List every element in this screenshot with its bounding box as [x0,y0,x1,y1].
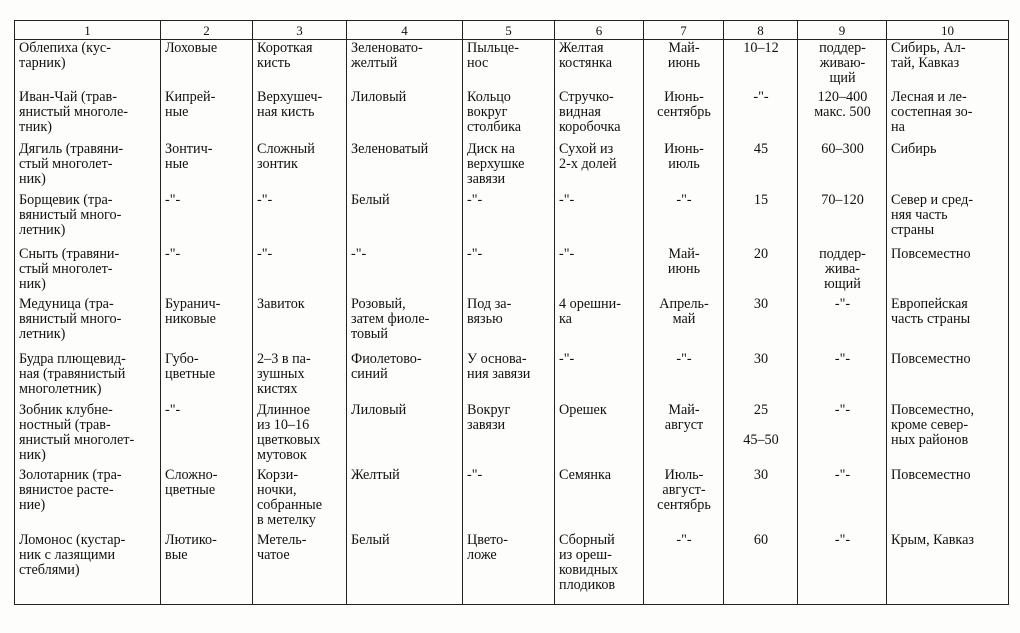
flower-color-cell [347,532,463,604]
honey-productivity-cell [798,40,887,89]
cell-text: Розовый, затем фиоле- товый [351,296,430,343]
cell-text: 4 орешни- ка [559,296,621,328]
cell-text: Лесная и ле- состепная зо- на [891,88,973,135]
cell-text: Дягиль (травяни- стый многолет- ник) [19,141,124,187]
distribution-cell [887,351,1009,402]
plant-name-cell [15,532,161,604]
nectar-location-cell [463,351,555,402]
plant-name-cell [15,467,161,532]
cell-text: -"- [351,246,367,263]
bloom-days-cell [724,192,798,246]
distribution-cell [887,402,1009,467]
nectar-location-cell [463,246,555,296]
bloom-days-cell [724,89,798,141]
cell-text: Метель- чатое [257,532,307,564]
table-row [15,532,1009,604]
cell-text: -"- [559,192,575,209]
cell-text: Сухой из 2-х долей [559,141,617,172]
cell-text: 45 [753,141,769,157]
cell-text: Буранич- никовые [165,296,221,328]
family-cell [161,402,253,467]
family-cell [161,246,253,296]
fruit-cell [555,402,644,467]
cell-text: -"- [467,192,483,209]
bloom-period-cell [644,467,724,532]
cell-text: Европейская часть страны [891,296,971,328]
honey-productivity-cell [798,532,887,604]
cell-text: Верхушеч- ная кисть [257,88,323,120]
cell-text: Зеленоватый [351,141,429,157]
cell-text: -"- [559,246,575,263]
cell-text: Май- август [664,402,704,434]
cell-text: 2–3 в па- зушных кистях [257,351,311,398]
cell-text: Корзи- ночки, собранные в метелку [257,467,323,529]
honey-productivity-cell [798,402,887,467]
cell-text: Иван-Чай (трав- янистый многоле- тник) [19,88,129,135]
family-cell [161,192,253,246]
cell-text: Белый [351,192,390,209]
cell-text: Крым, Кавказ [891,532,975,549]
cell-text: -"- [834,532,851,549]
cell-text: У основа- ния завязи [467,351,531,383]
cell-text: Кольцо вокруг столбика [467,88,522,135]
cell-text: Июнь- сентябрь [657,88,711,120]
cell-text: Завиток [257,296,305,313]
cell-text: Короткая кисть [257,40,313,71]
cell-text: Семянка [559,467,612,484]
bloom-period-cell [644,89,724,141]
cell-text: 60 [753,532,769,549]
flower-color-cell [347,89,463,141]
cell-text: Ломонос (кустар- ник с лазящими стеблями) [19,532,126,579]
nectar-location-cell [463,296,555,351]
fruit-cell [555,40,644,89]
bloom-period-cell [644,351,724,402]
cell-text: Повсеместно [891,467,971,484]
inflorescence-cell [253,192,347,246]
plant-name-cell [15,296,161,351]
column-header-8: 8 [724,21,798,40]
inflorescence-cell [253,532,347,604]
column-header-1: 1 [15,21,161,40]
fruit-cell [555,351,644,402]
bloom-days-cell [724,351,798,402]
bloom-days-cell [724,141,798,192]
header-row [15,21,1009,40]
cell-text: Сложно- цветные [165,467,218,499]
table-row [15,246,1009,296]
flower-color-cell [347,141,463,192]
cell-text: Диск на верхушке завязи [467,141,525,187]
inflorescence-cell [253,402,347,467]
table-row [15,40,1009,89]
honey-productivity-cell [798,246,887,296]
inflorescence-cell [253,467,347,532]
flower-color-cell [347,40,463,89]
cell-text: 30 [753,296,769,313]
cell-text: Май- июнь [667,246,701,278]
fruit-cell [555,467,644,532]
honey-productivity-cell [798,296,887,351]
cell-text: Сибирь [891,141,937,157]
cell-text: -"- [165,402,181,419]
bloom-period-cell [644,296,724,351]
distribution-cell [887,246,1009,296]
cell-text: 120–400 макс. 500 [814,88,871,120]
cell-text: поддер- живаю- щий [819,40,866,86]
cell-text: -"- [467,246,483,263]
honey-productivity-cell [798,467,887,532]
cell-text: Вокруг завязи [467,402,511,434]
table-row [15,296,1009,351]
fruit-cell [555,296,644,351]
honey-productivity-cell [798,192,887,246]
cell-text: Под за- вязью [467,296,512,328]
distribution-cell [887,89,1009,141]
table-row [15,467,1009,532]
honey-productivity-cell [798,89,887,141]
cell-text: 70–120 [821,192,864,209]
bloom-period-cell [644,40,724,89]
cell-text: Стручко- видная коробочка [559,88,621,135]
bloom-days-cell [724,40,798,89]
plant-name-cell [15,141,161,192]
inflorescence-cell [253,246,347,296]
family-cell [161,141,253,192]
fruit-cell [555,141,644,192]
bloom-period-cell [644,402,724,467]
cell-text: Июль- август- сентябрь [657,467,711,514]
bloom-days-cell [724,296,798,351]
cell-text: Повсеместно [891,351,971,368]
column-header-4: 4 [347,21,463,40]
flower-color-cell [347,351,463,402]
cell-text: -"- [676,532,692,549]
fruit-cell [555,89,644,141]
nectar-location-cell [463,141,555,192]
cell-text: Золотарник (тра- вянистое расте- ние) [19,467,122,514]
cell-text: 25 45–50 [743,402,779,449]
cell-text: Лиловый [351,88,407,105]
plant-name-cell [15,192,161,246]
nectar-location-cell [463,467,555,532]
cell-text: Май- июнь [667,40,701,71]
family-cell [161,89,253,141]
cell-text: Зонтич- ные [165,141,213,172]
nectar-location-cell [463,402,555,467]
cell-text: -"- [834,467,851,484]
plant-name-cell [15,40,161,89]
fruit-cell [555,192,644,246]
bloom-period-cell [644,192,724,246]
cell-text: -"- [753,88,769,105]
cell-text: Желтая костянка [559,40,613,71]
nectar-location-cell [463,40,555,89]
column-header-9: 9 [798,21,887,40]
cell-text: Будра плющевид- ная (травянистый многолетник) [19,351,126,398]
cell-text: Лютико- вые [165,532,217,564]
plant-name-cell [15,402,161,467]
inflorescence-cell [253,141,347,192]
fruit-cell [555,532,644,604]
bloom-days-cell [724,246,798,296]
column-header-7: 7 [644,21,724,40]
distribution-cell [887,296,1009,351]
cell-text: Облепиха (кус- тарник) [19,40,111,71]
bloom-period-cell [644,246,724,296]
cell-text: поддер- жива- ющий [819,246,866,293]
flower-color-cell [347,192,463,246]
distribution-cell [887,467,1009,532]
family-cell [161,351,253,402]
plant-name-cell [15,246,161,296]
inflorescence-cell [253,40,347,89]
table-body [15,40,1009,605]
column-header-2: 2 [161,21,253,40]
distribution-cell [887,532,1009,604]
cell-text: Лиловый [351,402,407,419]
nectar-location-cell [463,89,555,141]
inflorescence-cell [253,89,347,141]
cell-text: Желтый [351,467,400,484]
cell-text: 20 [753,246,769,263]
honey-productivity-cell [798,351,887,402]
column-header-5: 5 [463,21,555,40]
distribution-cell [887,40,1009,89]
table-row [15,89,1009,141]
cell-text: Лоховые [165,40,218,56]
nectar-location-cell [463,532,555,604]
inflorescence-cell [253,351,347,402]
cell-text: Губо- цветные [165,351,216,383]
inflorescence-cell [253,296,347,351]
family-cell [161,40,253,89]
honey-plants-table [14,20,1009,605]
cell-text: Зобник клубне- ностный (трав- янистый многолет- ник) [19,402,135,464]
column-header-6: 6 [555,21,644,40]
cell-text: -"- [257,192,273,209]
cell-text: Повсеместно [891,246,971,263]
table-row [15,141,1009,192]
cell-text: -"- [257,246,273,263]
cell-text: 10–12 [743,40,779,56]
table-row [15,402,1009,467]
cell-text: Пыльце- нос [467,40,519,71]
cell-text: -"- [834,402,851,419]
plant-name-cell [15,351,161,402]
cell-text: Борщевик (тра- вянистый много- летник) [19,192,122,239]
cell-text: Сложный зонтик [257,141,315,172]
flower-color-cell [347,246,463,296]
cell-text: Кипрей- ные [165,88,216,120]
bloom-days-cell [724,402,798,467]
bloom-period-cell [644,141,724,192]
cell-text: Сныть (травяни- стый многолет- ник) [19,246,120,293]
flower-color-cell [347,467,463,532]
bloom-days-cell [724,532,798,604]
flower-color-cell [347,296,463,351]
distribution-cell [887,141,1009,192]
distribution-cell [887,192,1009,246]
cell-text: 60–300 [821,141,864,157]
cell-text: Орешек [559,402,607,419]
cell-text: Апрель- май [659,296,709,328]
cell-text: Сборный из ореш- ковидных плодиков [559,532,618,594]
cell-text: -"- [559,351,575,368]
cell-text: 30 [753,467,769,484]
family-cell [161,296,253,351]
column-header-10: 10 [887,21,1009,40]
cell-text: 15 [753,192,769,209]
plant-name-cell [15,89,161,141]
cell-text: Повсеместно, кроме север- ных районов [891,402,975,449]
cell-text: Сибирь, Ал- тай, Кавказ [891,40,966,71]
table-row [15,192,1009,246]
column-header-3: 3 [253,21,347,40]
cell-text: Медуница (тра- вянистый много- летник) [19,296,122,343]
cell-text: Белый [351,532,390,549]
cell-text: Длинное из 10–16 цветковых мутовок [257,402,321,464]
flower-color-cell [347,402,463,467]
cell-text: -"- [676,192,692,209]
cell-text: -"- [834,296,851,313]
bloom-days-cell [724,467,798,532]
bloom-period-cell [644,532,724,604]
cell-text: 30 [753,351,769,368]
nectar-location-cell [463,192,555,246]
cell-text: -"- [165,246,181,263]
honey-productivity-cell [798,141,887,192]
cell-text: Июнь- июль [664,141,704,172]
cell-text: Север и сред- няя часть страны [891,192,974,239]
family-cell [161,467,253,532]
fruit-cell [555,246,644,296]
table-row [15,351,1009,402]
cell-text: -"- [467,467,483,484]
cell-text: -"- [676,351,692,368]
cell-text: -"- [165,192,181,209]
cell-text: Фиолетово- синий [351,351,422,383]
family-cell [161,532,253,604]
cell-text: Зеленовато- желтый [351,40,423,71]
cell-text: Цвето- ложе [467,532,508,564]
cell-text: -"- [834,351,851,368]
